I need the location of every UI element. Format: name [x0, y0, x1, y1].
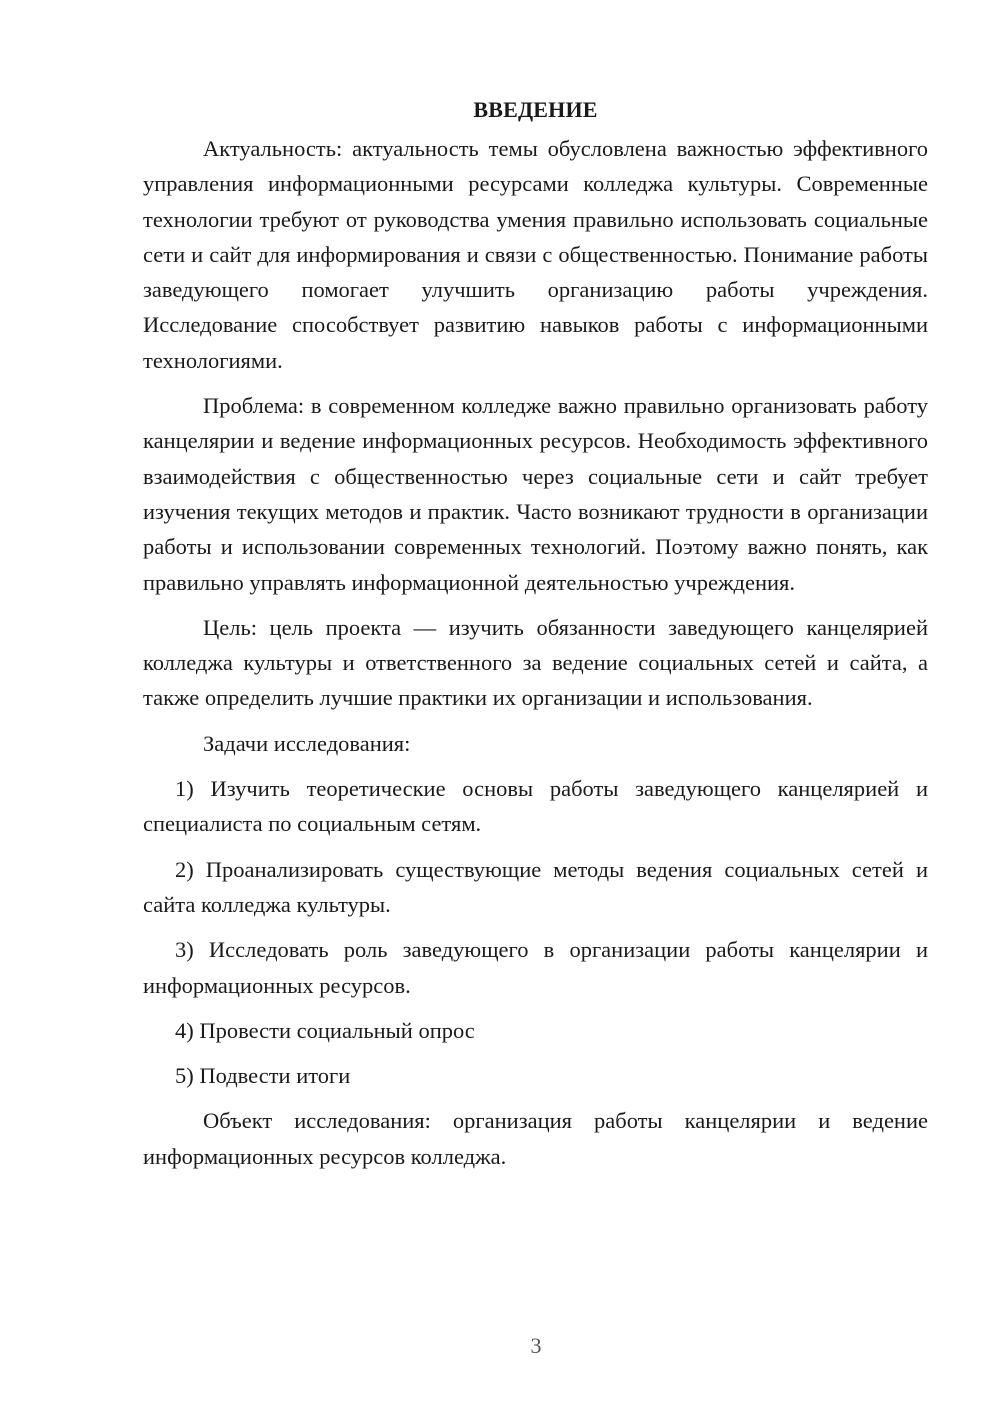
task-item-1: 1) Изучить теоретические основы работы заведующего канцелярией и специалиста по социальным сетям. — [143, 776, 928, 837]
page-number: 3 — [530, 1333, 542, 1358]
problem-paragraph: Проблема: в современном колледже важно правильно организовать работу канцелярии и ведение информационных ресурсов. Необходимость эффективного взаимодействия с общественностью через социальные сети и сайт требует изучения текущих методов и практик. Часто возникают трудности в организации работы и использовании современных технологий. Поэтому важно понять, как правильно управлять информационной деятельностью учреждения. — [143, 393, 928, 595]
task-item-5: 5) Подвести итоги — [175, 1063, 351, 1089]
task-item-3: 3) Исследовать роль заведующего в организации работы канцелярии и информационных ресурсов. — [143, 937, 928, 998]
goal-paragraph: Цель: цель проекта — изучить обязанности заведующего канцелярией колледжа культуры и ответственного за ведение социальных сетей и сайта, а также определить лучшие практики их организации и использования. — [143, 614, 928, 711]
task-item-2: 2) Проанализировать существующие методы ведения социальных сетей и сайта колледжа культуры. — [143, 856, 928, 917]
section-title: ВВЕДЕНИЕ — [473, 97, 598, 122]
relevance-paragraph: Актуальность: актуальность темы обусловлена важностью эффективного управления информационными ресурсами колледжа культуры. Современные технологии требуют от руководства умения правильно использовать социальные сети и сайт для информирования и связи с общественностью. Понимание работы заведующего помогает улучшить организацию работы учреждения. Исследование способствует развитию навыков работы с информационными технологиями. — [143, 136, 928, 373]
tasks-heading: Задачи исследования: — [203, 730, 411, 756]
document-page — [143, 92, 928, 1184]
object-paragraph: Объект исследования: организация работы канцелярии и ведение информационных ресурсов колледжа. — [143, 1108, 928, 1169]
task-item-4: 4) Провести социальный опрос — [175, 1017, 475, 1043]
